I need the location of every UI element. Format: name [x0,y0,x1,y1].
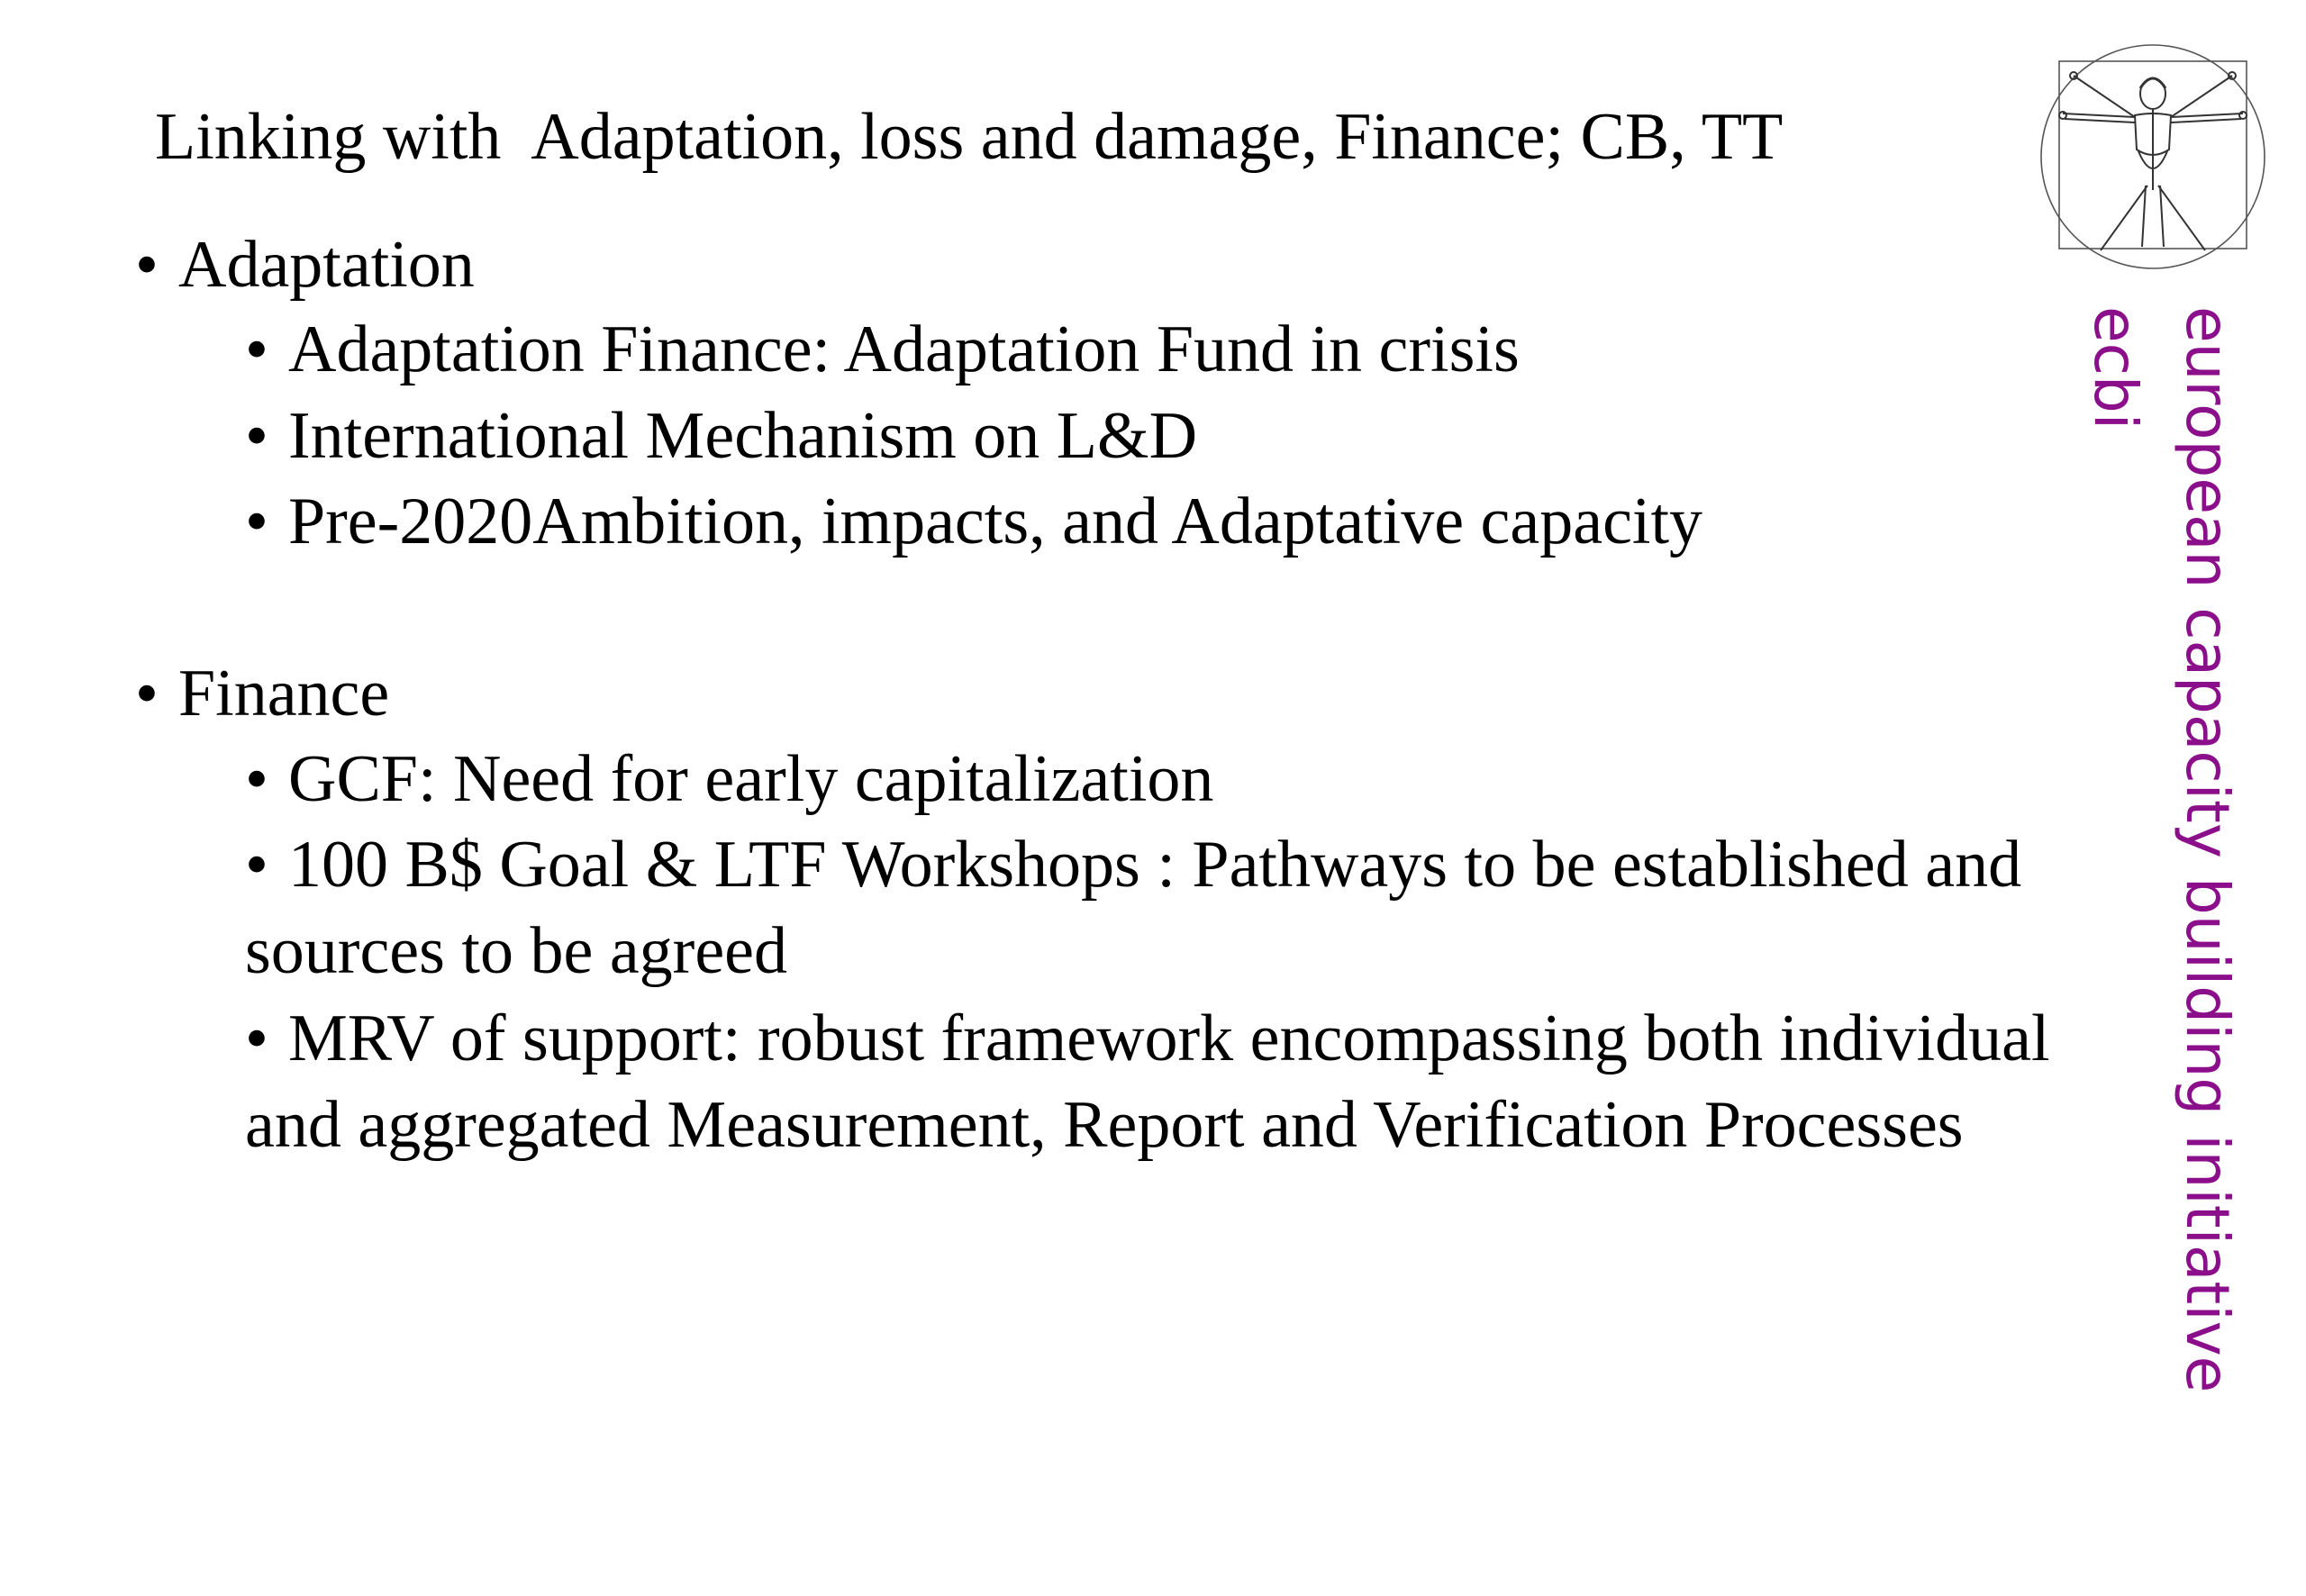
bullet: • [135,657,159,730]
section-heading-finance [135,650,389,737]
list-item-text: 100 B$ Goal & LTF Workshops : Pathways to be established and sources to be agreed [245,828,2022,988]
organization-name: european capacity building initiative [2173,306,2242,1393]
list-item-text: GCF: Need for early capitalization [288,742,1214,816]
list-item-text: Adaptation Finance: Adaptation Fund in crisis [288,313,1520,386]
list-item [245,736,2047,822]
bullet: • [245,313,268,386]
slide-title: Linking with Adaptation, loss and damage, Finance; CB, TT [155,100,1784,174]
bullet: • [135,228,159,302]
list-item-text: International Mechanism on L&D [288,399,1198,473]
vitruvian-man-icon [2038,41,2274,277]
section-heading-label: Adaptation [178,228,475,302]
organization-abbreviation: ecbi [2081,306,2150,431]
list-item [245,393,2047,479]
bullet: • [245,485,268,558]
list-item [245,995,2056,1168]
section-heading-adaptation [135,222,475,308]
list-item-text: MRV of support: robust framework encompassing both individual and aggregated Measurement, Report and Verification Processes [245,1002,2050,1162]
bullet: • [245,1002,268,1075]
list-item [245,821,2056,994]
bullet: • [245,742,268,816]
section-heading-label: Finance [178,657,390,730]
list-item [245,478,2047,565]
list-item [245,306,2047,393]
list-item-text: Pre-2020Ambition, impacts, and Adaptative capacity [288,485,1703,558]
bullet: • [245,828,268,902]
bullet: • [245,399,268,473]
